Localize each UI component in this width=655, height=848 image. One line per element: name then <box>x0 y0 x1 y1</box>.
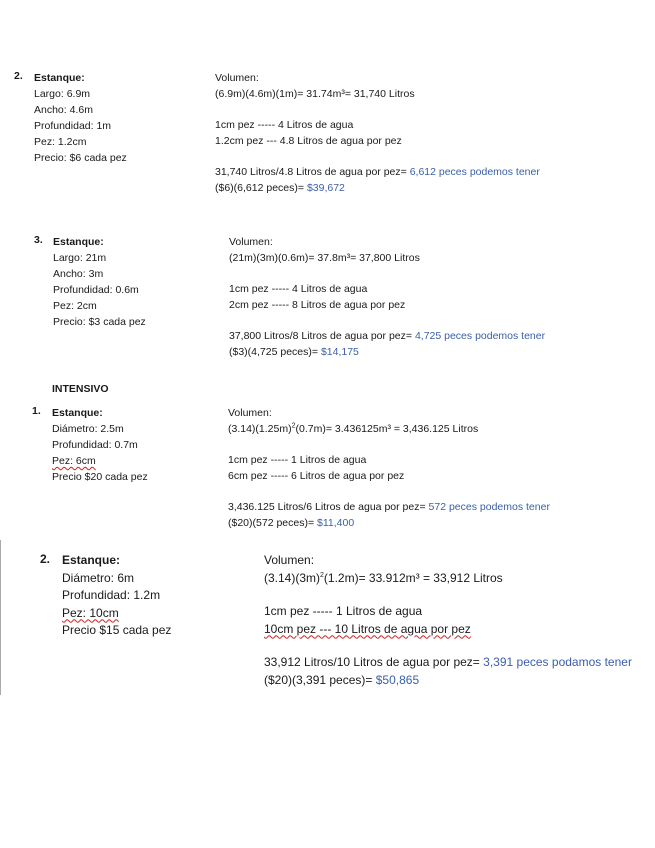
left-edge-line <box>0 540 1 695</box>
fish-count-line: 37,800 Litros/8 Litros de agua por pez= 4,725 peces podemos tener <box>229 330 546 342</box>
spec-pez: Pez: 10cm <box>62 605 119 620</box>
spec-pez: Pez: 1.2cm <box>34 136 87 148</box>
fish-count-line: 3,436.125 Litros/6 Litros de agua por pez= 572 peces podemos tener <box>228 501 550 513</box>
total-price-result: $39,672 <box>306 182 345 194</box>
total-price-result: $50,865 <box>375 672 420 687</box>
spec-diametro: Diámetro: 6m <box>62 570 135 585</box>
intensivo-2-calc <box>264 552 632 689</box>
total-price-line: ($20)(572 peces)= $11,400 <box>228 517 355 529</box>
spec-ancho: Ancho: 3m <box>53 268 104 280</box>
section-3-calc <box>229 234 545 360</box>
item-number: 2. <box>40 552 51 566</box>
ratio-line-2: 10cm pez --- 10 Litros de agua por pez <box>264 621 471 636</box>
spec-heading: Estanque: <box>62 553 121 567</box>
spec-largo: Largo: 6.9m <box>34 88 91 100</box>
spec-profundidad: Profundidad: 1m <box>34 120 112 132</box>
spec-precio: Precio: $6 cada pez <box>34 152 127 164</box>
spec-heading: Estanque: <box>34 72 85 84</box>
item-number: 1. <box>32 405 41 417</box>
section-heading: INTENSIVO <box>52 383 109 395</box>
spec-heading: Estanque: <box>53 236 104 248</box>
spec-heading: Estanque: <box>52 407 103 419</box>
volume-expression: (6.9m)(4.6m)(1m)= 31.74m³= 31,740 Litros <box>215 88 415 100</box>
total-price-result: $14,175 <box>320 346 359 358</box>
volume-expression: (21m)(3m)(0.6m)= 37.8m³= 37,800 Litros <box>229 252 420 264</box>
intensivo-1-calc <box>228 405 550 531</box>
fish-count-result: 6,612 peces podemos tener <box>409 166 540 178</box>
item-number: 3. <box>34 234 43 246</box>
total-price-line: ($3)(4,725 peces)= $14,175 <box>229 346 359 358</box>
ratio-line-2: 1.2cm pez --- 4.8 Litros de agua por pez <box>215 135 402 147</box>
spec-profundidad: Profundidad: 1.2m <box>62 588 161 602</box>
volume-title: Volumen: <box>215 72 259 84</box>
ratio-line-2: 6cm pez ----- 6 Litros de agua por pez <box>228 470 405 482</box>
spec-largo: Largo: 21m <box>53 252 107 264</box>
item-number: 2. <box>14 70 23 82</box>
ratio-line-1: 1cm pez ----- 4 Litros de agua <box>229 283 368 295</box>
specs-list <box>34 70 127 166</box>
fish-count-line: 33,912 Litros/10 Litros de agua por pez= 3,391 peces podamos tener <box>264 655 632 669</box>
specs-list <box>62 552 171 640</box>
spec-diametro: Diámetro: 2.5m <box>52 423 124 435</box>
specs-list <box>52 405 148 485</box>
volume-expression: $(3.14)(1.25m)^2(0.7m)= 3.436125m^3 = 3,436.125$ Litros <box>228 422 479 435</box>
ratio-line-1: 1cm pez ----- 4 Litros de agua <box>215 119 354 131</box>
fish-count-result: 572 peces podemos tener <box>428 501 550 513</box>
specs-list <box>53 234 146 330</box>
volume-title: Volumen: <box>229 236 273 248</box>
spec-profundidad: Profundidad: 0.7m <box>52 439 138 451</box>
volume-title: Volumen: <box>228 407 272 419</box>
fish-count-line: 31,740 Litros/4.8 Litros de agua por pez= 6,612 peces podemos tener <box>215 166 540 178</box>
spec-precio: Precio $20 cada pez <box>52 471 148 483</box>
volume-expression: $(3.14)(3m)^2(1.2m)= 33.912m^3 = 33,912$ Litros <box>264 570 503 585</box>
spec-profundidad: Profundidad: 0.6m <box>53 284 139 296</box>
spec-precio: Precio: $3 cada pez <box>53 316 146 328</box>
total-price-line: ($6)(6,612 peces)= $39,672 <box>215 182 345 194</box>
spec-ancho: Ancho: 4.6m <box>34 104 93 116</box>
spec-precio: Precio $15 cada pez <box>62 623 172 637</box>
intensivo-heading-wrap <box>52 381 109 397</box>
fish-count-result: 3,391 peces podamos tener <box>483 655 632 669</box>
spec-pez: Pez: 6cm <box>52 455 96 467</box>
total-price-result: $11,400 <box>317 517 355 529</box>
volume-title: Volumen: <box>264 553 315 567</box>
section-2-calc <box>215 70 540 196</box>
total-price-line: ($20)(3,391 peces)= $50,865 <box>264 672 420 687</box>
fish-count-result: 4,725 peces podemos tener <box>414 330 546 342</box>
ratio-line-1: 1cm pez ----- 1 Litros de agua <box>228 454 367 466</box>
ratio-line-1: 1cm pez ----- 1 Litros de agua <box>264 604 423 618</box>
ratio-line-2: 2cm pez ----- 8 Litros de agua por pez <box>229 299 406 311</box>
spec-pez: Pez: 2cm <box>53 300 97 312</box>
